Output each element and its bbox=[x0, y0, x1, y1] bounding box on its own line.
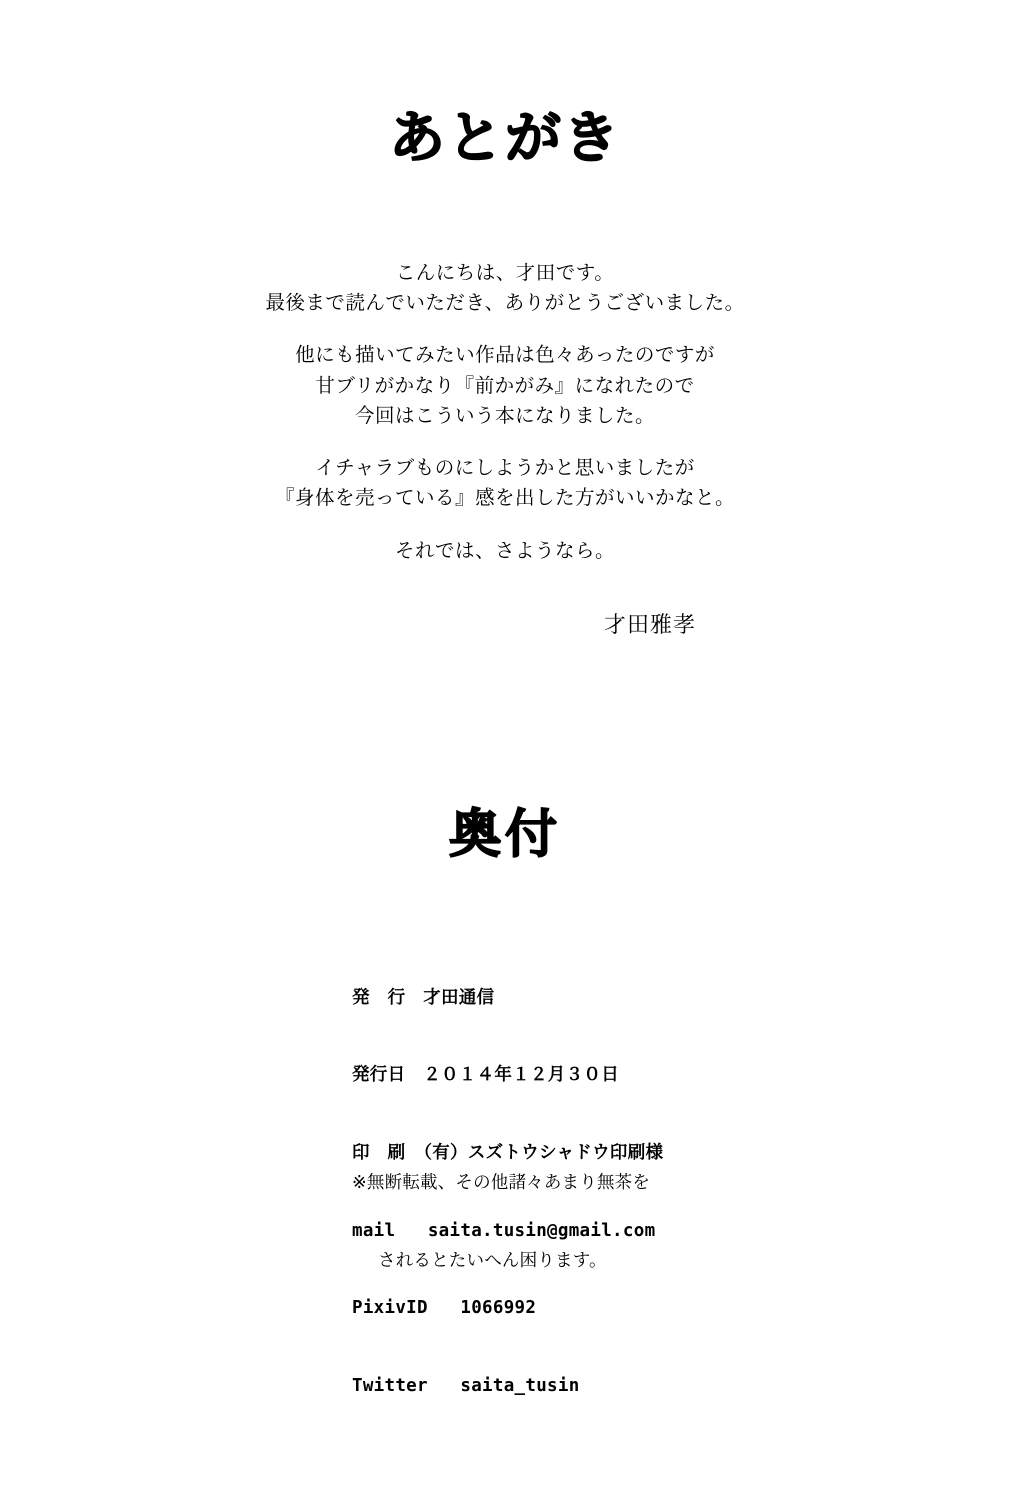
author-signature-text: 才田雅孝 bbox=[603, 613, 696, 638]
afterword-paragraph bbox=[0, 340, 1010, 431]
reprint-notice-line: ※無断転載、その他諸々あまり無茶を bbox=[352, 1172, 651, 1193]
reprint-notice-line: されるとたいへん困ります。 bbox=[378, 1251, 607, 1272]
colophon-row-twitter: Twitter saita_tusin bbox=[352, 1376, 580, 1397]
colophon-row-publication-date: 発行日 ２０１４年１２月３０日 bbox=[352, 1065, 619, 1086]
afterword-line: 甘ブリがかなり『前かがみ』になれたので bbox=[315, 373, 695, 397]
colophon-row-mail: mail saita.tusin@gmail.com bbox=[352, 1220, 656, 1241]
afterword-paragraph bbox=[0, 453, 1010, 513]
afterword-heading: あとがき bbox=[389, 106, 621, 171]
afterword-line: 今回はこういう本になりました。 bbox=[354, 403, 655, 427]
afterword-line: それでは、さようなら。 bbox=[394, 538, 615, 562]
reprint-notice bbox=[352, 1117, 650, 1327]
afterword-line: こんにちは、才田です。 bbox=[395, 261, 615, 284]
afterword-paragraph bbox=[0, 536, 1010, 566]
colophon-row-publisher: 発 行 才田通信 bbox=[352, 987, 495, 1008]
afterword-line: 最後まで読んでいただき、ありがとうございました。 bbox=[265, 291, 745, 315]
afterword-paragraph bbox=[0, 258, 1010, 318]
colophon-row-pixiv-id: PixivID 1066992 bbox=[352, 1298, 537, 1319]
afterword-line: 他にも描いてみたい作品は色々あったのですが bbox=[295, 343, 715, 367]
colophon-heading: 奥付 bbox=[448, 805, 561, 865]
afterword-line: 『身体を売っている』感を出した方がいいかなと。 bbox=[274, 486, 735, 510]
afterword-line: イチャラブものにしようかと思いましたが bbox=[315, 456, 695, 480]
author-signature bbox=[0, 608, 1010, 639]
colophon-row-printer: 印 刷 （有）スズトウシャドウ印刷様 bbox=[352, 1143, 664, 1164]
afterword-body bbox=[0, 258, 1010, 566]
